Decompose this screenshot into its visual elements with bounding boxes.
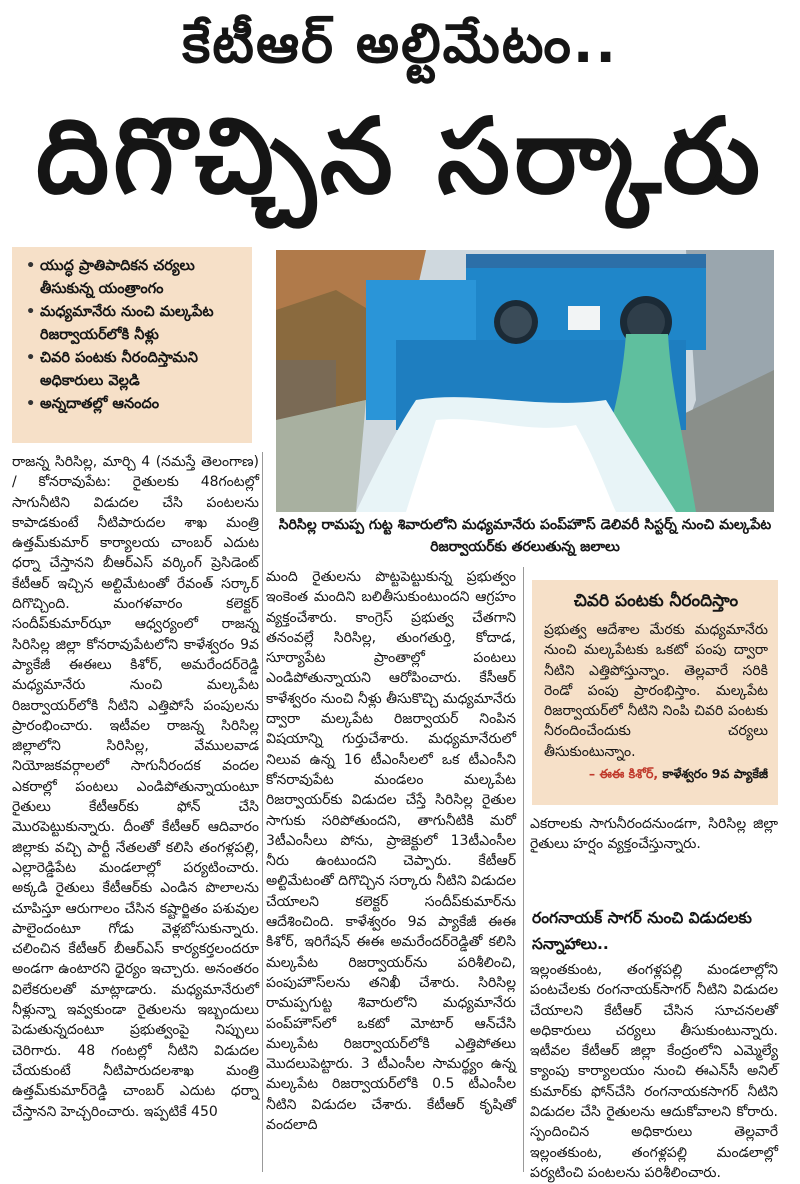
- highlights-list: [26, 255, 244, 416]
- article-column-1: రాజన్న సిరిసిల్ల, మార్చి 4 (నమస్తే తెలంగాణ) / కోనరావుపేట: రైతులకు 48గంటల్లో సాగునీటిని విడుదల చేసి పంటలను కాపాడకుంటే నీటిపారుదల శాఖ మంత్రి ఉత్తమ్‌కుమార్ కార్యాలయ చాంబర్ ఎదుట ధర్నా చేస్తానని బీఆర్‌ఎస్ వర్కింగ్ ప్రెసిడెంట్ కేటీఆర్ ఇచ్చిన అల్టిమేటంతో రేవంత్ సర్కార్ దిగొచ్చింది. మంగళవారం కలెక్టర్ సందీప్‌కుమార్‌ఝా ఆధ్వర్యంలో రాజన్న సిరిసిల్ల జిల్లా కోనరావుపేటలోని కాళేశ్వరం 9వ ప్యాకేజీ ఈఈలు కిశోర్, అమరేందర్‌రెడ్డి మధ్యమానేరు నుంచి మల్కపేట రిజర్వాయర్‌లోకి నీటిని ఎత్తిపోసే పంపులను ప్రారంభించారు. ఇటీవల రాజన్న సిరిసిల్ల జిల్లాలోని సిరిసిల్ల, వేములవాడ నియోజకవర్గాలలో సాగునీరందక వందల ఎకరాల్లో పంటలు ఎండిపోతున్నాయంటూ రైతులు కేటీఆర్‌కు ఫోన్ చేసి మొరపెట్టుకున్నారు. దీంతో కేటీఆర్ ఆదివారం జిల్లాకు వచ్చి పార్టీ నేతలతో కలిసి తంగళ్లపల్లి, ఎల్లారెడ్డిపేట మండలాల్లో పర్యటించారు. అక్కడి రైతులు కేటీఆర్‌కు ఎండిన పొలాలను చూపిస్తూ ఆరుగాలం చేసిన కష్టార్జితం పశువుల పాలైందంటూ గోడు వెళ్లబోసుకున్నారు. చలించిన కేటీఆర్ బీఆర్‌ఎస్ కార్యకర్తలందరూ అండగా ఉంటారని ధైర్యం ఇచ్చారు. అనంతరం విలేకరులతో మాట్లాడారు. మధ్యమానేరులో నీళ్లున్నా ఇవ్వకుండా రైతులను ఇబ్బందులు పెడుతున్నదంటూ ప్రభుత్వంపై నిప్పులు చెరిగారు. 48 గంటల్లో నీటిని విడుదల చేయకుంటే నీటిపారుదలశాఖ మంత్రి ఉత్తమ్‌కుమార్‌రెడ్డి చాంబర్ ఎదుట ధర్నా చేస్తానని హెచ్చరించారు. ఇప్పటికే 450: [12, 454, 259, 1120]
- photo-caption: సిరిసిల్ల రామప్ప గుట్ట శివారులోని మధ్యమానేరు పంప్‌హౌస్ డెలివరీ సిస్టర్న్ నుంచి మల్కపేట రిజర్వాయర్‌కు తరలుతున్న జలాలు: [278, 517, 772, 555]
- highlight-item: • అన్నదాతల్లో ఆనందం: [26, 393, 244, 416]
- highlights-box: [12, 247, 252, 443]
- column-divider: [262, 452, 263, 1172]
- highlight-item: • మధ్యమానేరు నుంచి మల్కపేట రిజర్వాయర్‌లోకి నీళ్లు: [26, 301, 244, 347]
- section-subheading: రంగనాయక్ సాగర్ నుంచి విడుదలకు సన్నాహాలు..: [532, 909, 752, 953]
- quote-credit: [544, 766, 768, 785]
- column-divider: [523, 567, 524, 1172]
- highlight-item: • చివరి పంటకు నీరందిస్తామని అధికారులు వెల్లడి: [26, 347, 244, 393]
- article-column-3: ఎకరాలకు సాగునీరందనుండగా, సిరిసిల్ల జిల్లా రైతులు హర్షం వ్యక్తంచేస్తున్నారు.: [530, 816, 778, 853]
- article-column-3-continued: ఇల్లంతకుంట, తంగళ్లపల్లి మండలాల్లోని పంటచేలకు రంగనాయక్‌సాగర్ నీటిని విడుదల చేయాలని కేటీఆర్ చేసిన సూచనలతో అధికారులు చర్యలు తీసుకుంటున్నారు. ఇటీవల కేటీఆర్ జిల్లా కేంద్రంలోని ఎమ్మెల్యే క్యాంపు కార్యాలయం నుంచి ఈఎన్‌సీ అనిల్ కుమార్‌కు ఫోన్‌చేసి రంగనాయకసాగర్ నీటిని విడుదల చేసి రైతులను ఆదుకోవాలని కోరారు. స్పందించిన అధికారులు తెల్లవారే ఇల్లంతకుంట, తంగళ్లపల్లి మండలాల్లో పర్యటించి పంటలను పరిశీలించారు.: [530, 962, 778, 1181]
- headline-main: దిగొచ్చిన సర్కారు: [35, 95, 765, 217]
- article-column-2: మంది రైతులను పొట్టపెట్టుకున్న ప్రభుత్వం ఇంకెంత మందిని బలితీసుకుంటుందని ఆగ్రహం వ్యక్తంచేశారు. కాంగ్రెస్ ప్రభుత్వ చేతగాని తనంవల్లే సిరిసిల్ల, తుంగతుర్తి, కోదాడ, సూర్యాపేట ప్రాంతాల్లో పంటలు ఎండిపోతున్నాయని ఆరోపించారు. కేసీఆర్ కాళేశ్వరం నుంచి నీళ్లు తీసుకొచ్చి మధ్యమానేరు ద్వారా మల్కపేట రిజర్వాయర్ నింపిన విషయాన్ని గుర్తుచేశారు. మధ్యమానేరులో నిలువ ఉన్న 16 టీఎంసీలలో ఒక టీఎంసీని కోనరావుపేట మండలం మల్కపేట రిజర్వాయర్‌కు విడుదల చేస్తే సిరిసిల్ల రైతుల సాగుకు సరిపోతుందని, తాగునీటికి మరో 3టీఎంసీలు పోను, ప్రాజెక్టులో 13టీఎంసీల నీరు ఉంటుందని చెప్పారు. కేటీఆర్ అల్టిమేటంతో దిగొచ్చిన సర్కారు నీటిని విడుదల చేయాలని కలెక్టర్ సందీప్‌కుమార్‌ను ఆదేశించింది. కాళేశ్వరం 9వ ప్యాకేజీ ఈఈ కిశోర్, ఇరిగేషన్ ఈఈ అమరేందర్‌రెడ్డితో కలిసి మల్కపేట రిజర్వాయర్‌ను పరిశీలించి, పంపుహౌస్‌లను తనిఖీ చేశారు. సిరిసిల్ల రామప్పగుట్ట శివారులోని మధ్యమానేరు పంప్‌హౌస్‌లో ఒకటో మోటార్ ఆన్‌చేసి మల్కపేట రిజర్వాయర్‌లోకి ఎత్తిపోతలు మొదలుపెట్టారు. 3 టీఎంసీల సామర్థ్యం ఉన్న మల్కపేట రిజర్వాయర్‌లోకి 0.5 టీఎంసీల నీటిని విడుదల చేశారు. కేటీఆర్ కృషితో వందలాది: [266, 569, 516, 1134]
- quote-credit-role: కాళేశ్వరం 9వ ప్యాకేజీ: [658, 766, 768, 782]
- quote-box-title: చివరి పంటకు నీరందిస్తాం: [573, 591, 739, 611]
- headline-kicker: కేటీఆర్ అల్టిమేటం..: [182, 12, 618, 75]
- news-photo: [276, 250, 774, 512]
- pumphouse-illustration: [276, 250, 774, 512]
- highlight-item: • యుద్ధ ప్రాతిపాదికన చర్యలు తీసుకున్న యంత్రాంగం: [26, 255, 244, 301]
- quote-credit-name: – ఈఈ కిశోర్,: [588, 766, 659, 782]
- quote-box: [532, 580, 778, 805]
- quote-box-body: ప్రభుత్వ ఆదేశాల మేరకు మధ్యమానేరు నుంచి మల్కపేటకు ఒకటో పంపు ద్వారా నీటిని ఎత్తిపోస్తున్నాం. తెల్లవారే సరికి రెండో పంపు ప్రారంభిస్తాం. మల్కపేట రిజర్వాయర్‌లో నీటిని నింపి చివరి పంటకు నీరందించేందుకు చర్యలు తీసుకుంటున్నాం.: [544, 622, 768, 760]
